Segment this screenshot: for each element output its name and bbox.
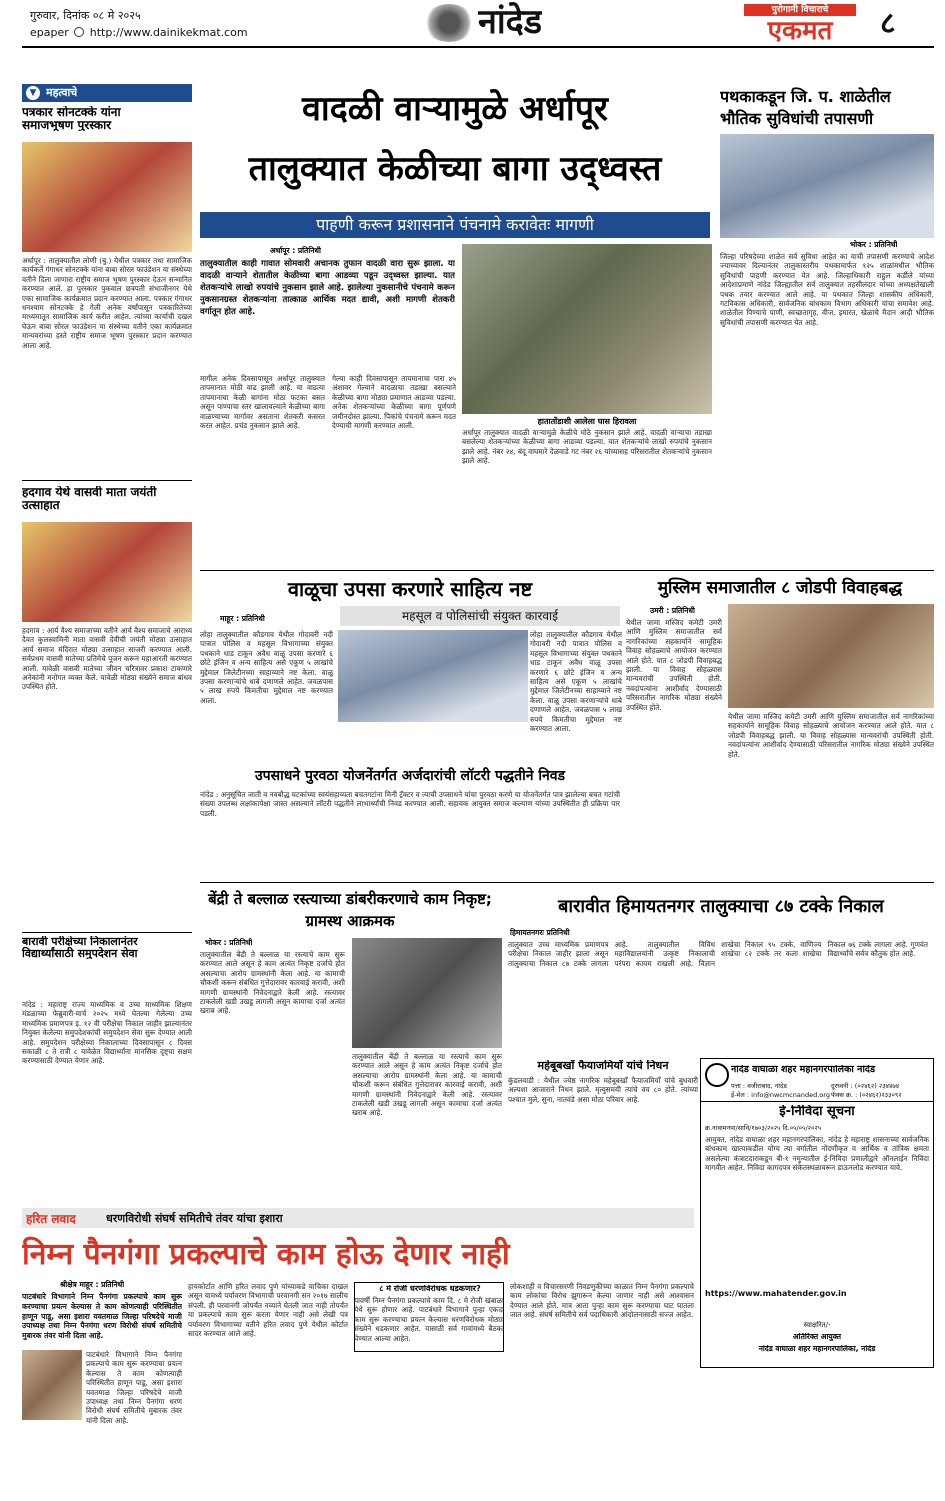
bottom-col1: पाटबंधारे विभागाने निम्न पैनगंगा प्रकल्पाचे काम सुरू करण्याचा प्रयत्न केल्यास ते काम कोणत्याही परिस्थितीत हाणून पाडू, असा इशारा यवतमाळ जिल्हा परिषदेचे माजी उपाध्यक्ष तथा निम्न पैनगंगा धरण विरोधी संघर्ष समितीचे मुबारक तंवर यांनी दिला आहे. (86, 1350, 182, 1425)
road-byline: भोकर : प्रतिनिधी (205, 938, 253, 947)
site-url: http://www.dainikekmat.com (89, 26, 248, 39)
right-top-headline: पथकाकडून जि. प. शाळेतील भौतिक सुविधांची तपासणी (720, 87, 891, 128)
road-body-cont: तालुक्यातील बेंद्री ते बल्लाळ या रस्त्याचे काम सुरू करण्यात आले असून हे काम अत्यंत निकृष्ट दर्जाचे होत असल्याचा आरोप ग्रामस्थांनी केला आहे. या कामाची चौकशी करून संबंधित गुत्तेदारावर कारवाई करावी, अशी मागणी ग्रामस्थांनी निवेदनाद्वारे केली आहे. रस्त्यावर टाकलेली खडी उखडू लागली असून कामाचा दर्जा अत्यंत खराब आहे. (352, 1052, 502, 1118)
lead-intro: तालुक्यातील काही गावात सोमवारी अचानक तुफान वादळी वारा सुरू झाला. या वादळी वाऱ्याने शेतातील केळीच्या बागा आडव्या पडून उद्ध्वस्त झाल्या. यात शेतकऱ्यांचे लाखो रुपयांचे नुकसान झाले आहे. झालेल्या नुकसानीचे पंचनामे करून नुकसानग्रस्त शेतकऱ्यांना तात्काळ आर्थिक मदत द्यावी, अशी मागणी शेतकरी वर्गातून होत आहे. (200, 259, 455, 317)
obituary-headline: महेबूबखाँ फैयाजमियाँ यांचे निधन (537, 1060, 669, 1072)
tender-sign-org: नांदेड वाघाळा शहर महानगरपालिका, नांदेड (758, 1345, 876, 1353)
story3-body: नांदेड : महाराष्ट्र राज्य माध्यमिक व उच्च माध्यमिक शिक्षण मंडळाच्या फेब्रुवारी-मार्च २०२५ मध्ये घेतल्या गेलेल्या उच्च माध्यमिक प्रमाणपत्र इ. १२ वी परीक्षेचा निकाल जाहीर झाल्यानंतर नियुक्त केलेल्या समुपदेशकांची समुपदेशन सेवा सुरू देण्यात आली आहे. समुपदेशन परीक्षेच्या निकालाच्या दिवसापासून ८ दिवस सकाळी ८ ते रात्री ८ यावेळेत विद्यार्थ्यांना मानसिक दृष्ट्या सक्षम करण्यासाठी देण्यात येणार आहे. (22, 1000, 192, 1066)
bottom-kicker (22, 1208, 694, 1228)
lead-byline: अर्धापूर : प्रतिनिधी (270, 246, 321, 255)
award-photo (22, 142, 192, 252)
bottom-byline: श्रीक्षेत्र माहूर : प्रतिनिधी (60, 1280, 125, 1289)
sidebar-divider-2 (22, 932, 192, 933)
story2-headline: हदगाव येथे वासवी माता जयंती उत्साहात (22, 486, 157, 512)
masthead-rule (22, 46, 934, 48)
muslim-byline: उमरी : प्रतिनिधी (650, 606, 695, 615)
issue-date: गुरुवार, दिनांक ०८ मे २०२५ (30, 9, 141, 22)
brand-name: एकमत (767, 16, 833, 46)
right-top-byline: भोकर : प्रतिनिधी (850, 240, 898, 249)
river-raid-photo (338, 630, 528, 722)
masthead (0, 0, 945, 72)
tender-phone: दूरध्वनी : (०२४६२) २३४४७४ (831, 1082, 900, 1090)
lead-col2: गेल्या काही दिवसापासून तापमानाचा पारा ४५ अंशावर गेल्याने वादळाचा तडाखा बसल्याने केळीच्या बागा मोठ्या प्रमाणात आडव्या पडल्या. अनेक शेतकऱ्यांच्या केळीच्या बागा पूर्णपणे जमीनदोस्त झाल्या. पिकांचे पंचनामे करून मदत देण्याची मागणी करण्यात आली. (332, 374, 456, 431)
tender-email: ई-मेल : info@nwcmcnanded.org (731, 1091, 830, 1099)
tender-body: आयुक्त, नांदेड वाघाळा शहर महानगरपालिका, नांदेड हे महाराष्ट्र शासनाच्या सार्वजनिक बांधकाम खात्याकडील योग्य त्या वर्गातील नोंदणीकृत व आर्थिक व तांत्रिक क्षमता असलेल्या कंत्राटदाराकडून बी-१ नमुन्यातील ई-निविदा प्रणालीद्वारे ऑनलाईन निविदा मागवीत आहेत. निविदा कागदपत्र संकेतस्थळावरून डाऊनलोड करण्यात यावे. (705, 1135, 929, 1173)
epaper-label: epaper (30, 26, 69, 39)
tender-address: पत्ता : वजीराबाद, नांदेड (731, 1082, 787, 1090)
hsc-body: तालुक्यात उच्च माध्यमिक प्रमाणपत्र परीक्षेचा निकाल जाहीर झाला असून तालुक्याचा निकाल ८७ टक्के लागला आहे. तालुक्यातील विविध महाविद्यालयांनी उत्कृष्ट निकालाची परंपरा कायम राखली आहे. विज्ञान शाखेचा निकाल ९५ टक्के, वाणिज्य शाखेचा ८२ टक्के तर कला शाखेचा निकाल ७६ टक्के लागला आहे. गुणवंत विद्यार्थ्यांचे सर्वत्र कौतुक होत आहे. (508, 940, 928, 968)
lottery-headline: उपसाधने पुरवठा योजनेंतर्गत अर्जदारांची लॉटरी पद्धतीने निवड (254, 768, 566, 784)
sidebar-label: महत्वाचे (46, 86, 78, 99)
banana-field-photo (462, 244, 712, 414)
leader-portrait (22, 1350, 82, 1420)
lead-col1: मागील अनेक दिवसापासून अर्धापूर तालुक्यात तापमानात मोठी वाढ झाली आहे. या वाढत्या तापमानाचा केळी बागांना मोठा फटका बसत असून पाण्याचा स्तर खालावल्याने केळीच्या बागा वाळण्याच्या मार्गावर असताना शेतकरी कसरत करत आहेत. प्रचंड नुकसान झाले आहे. (200, 374, 325, 431)
epaper-link[interactable] (30, 26, 248, 39)
lead-col3: अर्धापूर तालुक्यात वादळी वाऱ्यामुळे केळीचे मोठे नुकसान झाले आहे. वादळी वाऱ्याचा तडाखा बसलेल्या शेतकऱ्यांच्या केळीच्या बागा आडव्या पडल्या. यात शेतकऱ्यांचे लाखो रुपयांचे नुकसान झाले आहे. नंबर २४, बंदू वाघमारे देळवाडे गट नंबर २६ यांच्यासह परिसरातील शेतकऱ्यांचे नुकसान झाले आहे. (462, 428, 712, 466)
road-body: तालुक्यातील बेंद्री ते बल्लाळ या रस्त्याचे काम सुरू करण्यात आले असून हे काम अत्यंत निकृष्ट दर्जाचे होत असल्याचा आरोप ग्रामस्थांनी केला आहे. या कामाची चौकशी करून संबंधित गुत्तेदारावर कारवाई करावी, अशी मागणी ग्रामस्थांनी निवेदनाद्वारे केली आहे. रस्त्यावर टाकलेली खडी उखडू लागली असून कामाचा दर्जा अत्यंत खराब आहे. (200, 950, 345, 1016)
road-headline: बेंद्री ते बल्लाळ रस्त्याच्या डांबरीकरणाचे काम निकृष्ट; ग्रामस्थ आक्रमक (208, 890, 492, 930)
wedding-photo (728, 604, 934, 708)
sand-subhead: महसूल व पोलिसांची संयुक्त कारवाई (340, 606, 620, 626)
sand-body-cont: लोहा तालुक्यातील कौडगाव येथील गोदावरी नदी पात्रात पोलिस व महसूल विभागाच्या संयुक्त पथकाने धाड टाकून अवैध वाळू उपसा करणारे ६ छोटे इंजिन व अन्य साहित्य असे एकूण ५ लाखांचे मुद्देमाल जिलेटीनच्या साहाय्याने नष्ट केला. वाळू उपसा करणाऱ्यांचे धाबे दणाणले आहेत. जवळपास ५ लाख रुपये किमतीचा मुद्देमाल नष्ट करण्यात आला. (530, 630, 622, 734)
municipal-seal-icon (705, 1063, 729, 1087)
tender-title: ई-निविदा सूचना (779, 1105, 855, 1119)
story3-headline: बारावी परीक्षेच्या निकालानंतर विद्यार्थ्यांसाठी समुपदेशन सेवा (22, 936, 138, 960)
muslim-body: येथील जामा मस्जिद कमेटी उमरी आणि मुस्लिम समाजातील सर्व नागरिकांच्या सहकार्याने सामूहिक विवाह सोहळ्याचे आयोजन करण्यात आले होते. यात ८ जोडपी विवाहबद्ध झाली. या विवाह सोहळ्यास मान्यवरांची उपस्थिती होती. नवदांपत्यांना आशीर्वाद देण्यासाठी परिसरातील नागरिक मोठ्या संख्येने उपस्थित होते. (626, 618, 722, 712)
school-inspection-photo (720, 134, 934, 238)
page-number: ८ (880, 6, 896, 41)
lead-photo-caption: हातातोंडाशी आलेला घास हिरावला (537, 417, 637, 426)
kicker-name: हरित लवाद (26, 1212, 76, 1226)
road-photo (352, 938, 502, 1048)
obituary-body: कुंडलवाडी : येथील ज्येष्ठ नागरिक महेबूबखाँ फैयाजमियाँ यांचे बुधवारी अल्पशा आजाराने निधन झाले. मृत्युसमयी त्यांचे वय ८० होते. त्यांच्या पश्चात मुले, सुना, नातवंडे असा मोठा परिवार आहे. (508, 1076, 698, 1104)
row1-bottom-rule (200, 570, 934, 571)
bottom-col4: लोकशाही व विचारसरणी निवडणुकीच्या काळात निम्न पैनगंगा प्रकल्पाचे काम लोकांचा विरोध झुगारून केल्या जाणार नाही असे आश्वासन देण्यात आले होते. मात्र आता पुन्हा काम सुरू करण्याचा घाट घातला जात आहे. संघर्ष समितीचे सर्व पदाधिकारी आंदोलनासाठी सज्ज आहेत. (510, 1282, 694, 1320)
lead-headline-line1: वादळी वाऱ्यामुळे अर्धापूर (302, 89, 608, 129)
sidebar-label-bar (22, 84, 192, 102)
sand-byline: माहूर : प्रतिनिधी (220, 614, 265, 623)
hsc-headline: बारावीत हिमायतनगर तालुक्याचा ८७ टक्के निकाल (558, 896, 884, 917)
bottom-box-head: ८ मे रोजी धरणविरोधक धडकणार? (379, 1285, 481, 1293)
muslim-headline: मुस्लिम समाजातील ८ जोडपी विवाहबद्ध (657, 578, 903, 598)
tender-ref: क्र.नावामनपा/सावि/१७०३/२०२५ दि.०५/०५/२०२५ (705, 1124, 822, 1132)
globe-icon (74, 27, 84, 37)
lead-subhead: पाहणी करून प्रशासनाने पंचनामे करावेतः मागणी (200, 212, 710, 238)
sidebar (22, 84, 192, 1004)
right-top-body: जिल्हा परिषदेच्या शाळेत सर्व सुविधा आहेत का याची तपासणी करण्याचे आदेश ज्याच्यावर दिल्यानंतर तालुकास्तरीय पथकामार्फत १२५ शाळांमधील भौतिक सुविधांची पाहणी करण्यात येत आहे. जिल्हाधिकारी राहुल कर्डीले यांच्या आदेशाप्रमाणे नांदेड जिल्ह्यातील सर्व तालुक्यात तहसीलदार यांच्या अध्यक्षतेखाली पथक तयार करण्यात आले आहे. या पथकात जिल्हा शासकीय अधिकारी, गटविकास अधिकारी, सार्वजनिक बांधकाम विभाग अधिकारी यांचा समावेश आहे. शाळेतील पिण्याचे पाणी, स्वच्छतागृह, वीज, इमारत, खेळाचे मैदान आदी भौतिक सुविधांची तपासणी करण्यात येत आहे. (720, 252, 934, 327)
tender-org: नांदेड वाघाळा शहर महानगरपालिका नांदेड (731, 1065, 876, 1075)
sidebar-divider-1 (22, 480, 192, 481)
bottom-col3: यावर्षी निम्न पैनगंगा प्रकल्पाचे काम दि. ८ मे रोजी खंबाळा येथे सुरू होणार आहे. पाटबंधारे विभागाने पुन्हा एकदा काम सुरू करण्याचा प्रयत्न केल्यास धरणविरोधक मोठ्या संख्येने धडकणार आहेत. यासाठी सर्व गावांमध्ये बैठका घेण्यात आल्या आहेत. (354, 1296, 504, 1343)
hsc-byline: हिमायतनगरः प्रतिनिधी (510, 928, 570, 937)
tender-rule (701, 1101, 933, 1102)
muslim-body-cont: येथील जामा मस्जिद कमेटी उमरी आणि मुस्लिम समाजातील सर्व नागरिकांच्या सहकार्याने सामूहिक विवाह सोहळ्याचे आयोजन करण्यात आले होते. यात ८ जोडपी विवाहबद्ध झाली. या विवाह सोहळ्यास मान्यवरांची उपस्थिती होती. नवदांपत्यांना आशीर्वाद देण्यासाठी परिसरातील नागरिक मोठ्या संख्येने उपस्थित होते. (728, 712, 934, 759)
tender-sign-name: अतिरिक्त आयुक्त (792, 1333, 842, 1341)
bottom-intro: पाटबंधारे विभागाने निम्न पैनगंगा प्रकल्पाचे काम सुरू करण्याचा प्रयत्न केल्यास ते काम कोणत्याही परिस्थितीत हाणून पाडू, असा इशारा यवतमाळ जिल्हा परिषदेचे माजी उपाध्यक्ष तथा निम्न पैनगंगा धरण विरोधी संघर्ष समितीचे मुबारक तंवर यांनी दिला आहे. (22, 1292, 182, 1341)
tender-notice (700, 1058, 934, 1368)
bottom-col2: हायकोर्टात आणि हरित लवाद पुणे यांच्याकडे याचिका दाखल असून यामध्ये पर्यावरण विभागाची परवानगी सन २०१७ सालीच संपली. ही परवानगी जोपर्यंत नव्याने घेतली जात नाही तोपर्यंत या प्रकल्पाचे काम सुरू करता येणार नाही असे लेखी पत्र पर्यावरण विभागाच्या वतीने हरित लवाद पुणे येथील कोर्टात सादर करण्यात आले आहे. (188, 1282, 348, 1339)
lottery-body: नांदेड : अनुसूचित जाती व नवबौद्ध घटकांच्या स्वयंसहाय्यता बचतगटांना मिनी ट्रॅक्टर व त्याची उपसाधने यांचा पुरवठा करणे या योजनेंतर्गत पात्र झालेल्या बचत गटांची संख्या उपलब्ध लक्षांकापेक्षा जास्त असल्याने लॉटरी पद्धतीने लाभार्थ्यांची निवड करण्यात आली. सहायक आयुक्त समाज कल्याण यांच्या उपस्थितीत ही प्रक्रिया पार पडली. (200, 790, 620, 818)
tender-sign-title: स्वाक्षरित/- (803, 1321, 831, 1329)
sand-body: लोहा तालुक्यातील कौडगाव येथील गोदावरी नदी पात्रात पोलिस व महसूल विभागाच्या संयुक्त पथकाने धाड टाकून अवैध वाळू उपसा करणारे ६ छोटे इंजिन व अन्य साहित्य असे एकूण ५ लाखांचे मुद्देमाल जिलेटीनच्या साहाय्याने नष्ट केला. वाळू उपसा करणाऱ्यांचे धाबे दणाणले आहेत. जवळपास ५ लाख रुपये किमतीचा मुद्देमाल नष्ट करण्यात आला. (200, 630, 333, 705)
lead-headline-line2: तालुक्यात केळीच्या बागा उद्ध्वस्त (248, 149, 662, 189)
kicker-text: धरणविरोधी संघर्ष समितीचे तंवर यांचा इशारा (106, 1212, 283, 1225)
tender-fax: फॅक्स क्र. : (०२४६२)२३३०९२ (831, 1091, 902, 1099)
city-name: नांदेड (478, 2, 542, 42)
chevron-down-icon: ▼ (26, 86, 40, 100)
brand-tagline: पुरोगामी विचाराचे (744, 4, 856, 16)
city-emblem-icon (423, 4, 475, 42)
sand-headline: वाळूचा उपसा करणारे साहित्य नष्ट (287, 577, 533, 601)
story1-headline: पत्रकार सोनटक्के यांना समाजभूषण पुरस्कार (22, 106, 121, 132)
tender-site[interactable]: https://www.mahatender.gov.in (705, 1289, 847, 1298)
brand-logo (744, 4, 856, 48)
row2-bottom-rule (200, 882, 934, 883)
jayanti-photo (22, 522, 192, 622)
bottom-headline: निम्न पैनगंगा प्रकल्पाचे काम होऊ देणार नाही (22, 1237, 510, 1272)
story2-body: हदगाव : आर्य वैश्य समाजाच्या वतीने आर्य वैश्य समाजाचे आराध्य दैवत कुलस्वामिनी माता वासवी देवीची जयंती मोठ्या उत्साहात आर्य समाज मंदिरात मोठ्या उत्साहात साजरी करण्यात आली. सर्वप्रथम वासवी मातेच्या प्रतिमेचे पूजन करून महाआरती करण्यात आली. यावेळी वासवी मातेच्या जीवन चरित्रावर प्रकाश टाकणारे अनेकांनी मनोगत व्यक्त केले. यावेळी मोठ्या संख्येने समाज बांधव उपस्थित होते. (22, 626, 192, 692)
story1-body: अर्धापूर : तालुक्यातील लोणी (बु.) येथील पत्रकार तथा सामाजिक कार्यकर्ते गंगाधर सोनटक्के यांना बाबा सोरल फाउंडेशन या संस्थेच्या वतीने दिला जाणारा राष्ट्रीय समाज भूषण पुरस्कार देऊन सन्मानित करण्यात आले. हा पुरस्कार पुकवाल छत्रपती संभाजीनगर येथे एका सामाजिक कार्यक्रमात प्रदान करण्यात आला. पत्रकार गंगाधर धनश्याम सोनटक्के हे गेली अनेक वर्षांपासून पत्रकारितेच्या माध्यमातून सामाजिक कार्य करीत आहेत. त्यांच्या कार्याची दखल घेऊन बाबा सोरल फाउंडेशन या संस्थेच्या वतीने एका कार्यक्रमात मान्यवरांच्या हस्ते राष्ट्रीय समाज भूषण पुरस्कार प्रदान करण्यात आला आहे. (22, 256, 192, 350)
